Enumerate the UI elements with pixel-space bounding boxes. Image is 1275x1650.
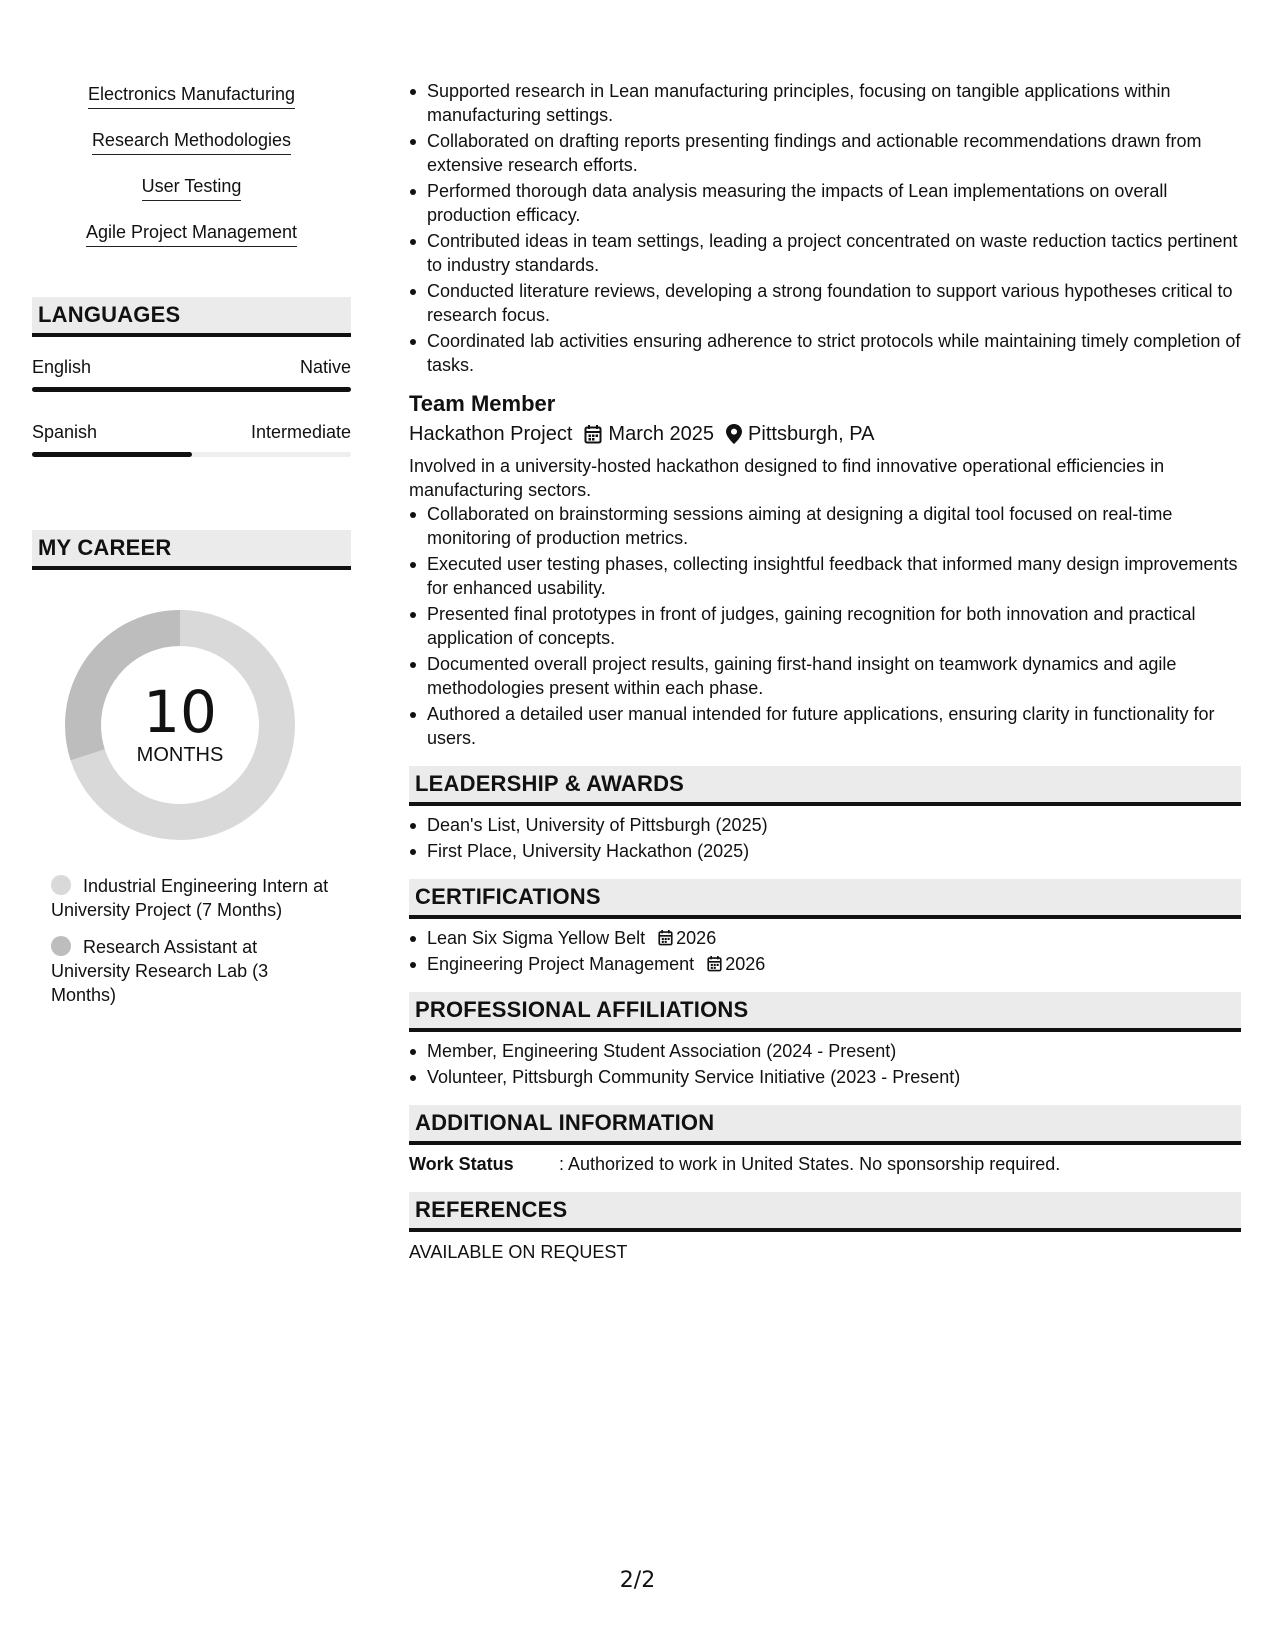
list-item: Coordinated lab activities ensuring adherence to strict protocols while maintaining timely completion of tasks.: [409, 329, 1241, 377]
legend-item: [51, 874, 336, 922]
list-item: Member, Engineering Student Association (2024 - Present): [409, 1039, 1241, 1063]
role-description: Involved in a university-hosted hackathon designed to find innovative operational efficiencies in manufacturing sectors.: [409, 456, 1165, 500]
career-legend: [32, 874, 351, 1007]
languages-heading: LANGUAGES: [32, 297, 351, 337]
list-item: Dean's List, University of Pittsburgh (2025): [409, 813, 1241, 837]
language-level-fill: [32, 387, 351, 392]
role-meta: [409, 420, 1241, 448]
role-title: Team Member: [409, 391, 556, 416]
career-total: 10: [143, 678, 217, 746]
language-level: Native: [299, 357, 351, 377]
work-status-label: Work Status: [409, 1154, 514, 1174]
list-item: [409, 952, 1241, 976]
list-item: Supported research in Lean manufacturing principles, focusing on tangible applications within manufacturing settings.: [409, 79, 1241, 127]
legend-dot: [51, 936, 71, 956]
affiliations-list: [409, 1039, 1241, 1089]
calendar-icon: [658, 929, 673, 946]
language-name: Spanish: [32, 422, 98, 442]
career-unit: MONTHS: [136, 744, 224, 766]
legend-dot: [51, 875, 71, 895]
right-column: [409, 79, 1241, 1264]
team-member-bullets: [409, 502, 1241, 750]
legend-label: Industrial Engineering Intern at University Project (7 Months): [51, 876, 329, 920]
skill-item: Research Methodologies: [92, 128, 291, 155]
experience-bullets: [409, 79, 1241, 377]
language-level-bar: [32, 387, 351, 392]
career-donut-chart: [65, 610, 295, 840]
calendar-icon: [584, 424, 602, 444]
location-pin-icon: [726, 424, 742, 444]
language-level-bar: [32, 452, 351, 457]
legend-item: [51, 935, 336, 1007]
role-date: March 2025: [608, 423, 715, 445]
leadership-heading: LEADERSHIP & AWARDS: [409, 766, 1241, 806]
cert-year: 2026: [725, 954, 766, 974]
legend-label: Research Assistant at University Research Lab (3 Months): [51, 937, 269, 1005]
calendar-icon: [707, 955, 722, 972]
list-item: Conducted literature reviews, developing a strong foundation to support various hypotheses critical to research focus.: [409, 279, 1241, 327]
cert-name: Lean Six Sigma Yellow Belt: [427, 928, 646, 948]
page-number: 2/2: [619, 1568, 656, 1593]
language-english: [32, 355, 351, 392]
list-item: Documented overall project results, gaining first-hand insight on teamwork dynamics and agile methodologies present within each phase.: [409, 652, 1241, 700]
list-item: [409, 926, 1241, 950]
work-status-row: [409, 1152, 1241, 1176]
cert-year: 2026: [676, 928, 717, 948]
role-org: Hackathon Project: [409, 423, 573, 445]
language-name: English: [32, 357, 92, 377]
additional-info-heading: ADDITIONAL INFORMATION: [409, 1105, 1241, 1145]
certifications-heading: CERTIFICATIONS: [409, 879, 1241, 919]
cert-name: Engineering Project Management: [427, 954, 695, 974]
skill-item: User Testing: [142, 174, 242, 201]
list-item: Executed user testing phases, collecting insightful feedback that informed many design improvements for enhanced usability.: [409, 552, 1241, 600]
affiliations-heading: PROFESSIONAL AFFILIATIONS: [409, 992, 1241, 1032]
language-level: Intermediate: [250, 422, 351, 442]
language-spanish: [32, 420, 351, 457]
leadership-list: [409, 813, 1241, 863]
list-item: Collaborated on brainstorming sessions aiming at designing a digital tool focused on real-time monitoring of production metrics.: [409, 502, 1241, 550]
skill-item: Electronics Manufacturing: [88, 82, 295, 109]
list-item: Collaborated on drafting reports presenting findings and actionable recommendations drawn from extensive research efforts.: [409, 129, 1241, 177]
role-location: Pittsburgh, PA: [748, 423, 875, 445]
list-item: Volunteer, Pittsburgh Community Service Initiative (2023 - Present): [409, 1065, 1241, 1089]
left-column: [32, 82, 351, 1020]
list-item: Presented final prototypes in front of judges, gaining recognition for both innovation and practical application of concepts.: [409, 602, 1241, 650]
references-text: AVAILABLE ON REQUEST: [409, 1242, 628, 1262]
list-item: Authored a detailed user manual intended for future applications, ensuring clarity in functionality for users.: [409, 702, 1241, 750]
list-item: Performed thorough data analysis measuring the impacts of Lean implementations on overall production efficacy.: [409, 179, 1241, 227]
skills-list: [32, 82, 351, 266]
certifications-list: [409, 926, 1241, 976]
references-heading: REFERENCES: [409, 1192, 1241, 1232]
skill-item: Agile Project Management: [86, 220, 297, 247]
career-heading: MY CAREER: [32, 530, 351, 570]
work-status-value: : Authorized to work in United States. No sponsorship required.: [559, 1154, 1061, 1174]
language-level-fill: [32, 452, 192, 457]
list-item: First Place, University Hackathon (2025): [409, 839, 1241, 863]
list-item: Contributed ideas in team settings, leading a project concentrated on waste reduction tactics pertinent to industry standards.: [409, 229, 1241, 277]
